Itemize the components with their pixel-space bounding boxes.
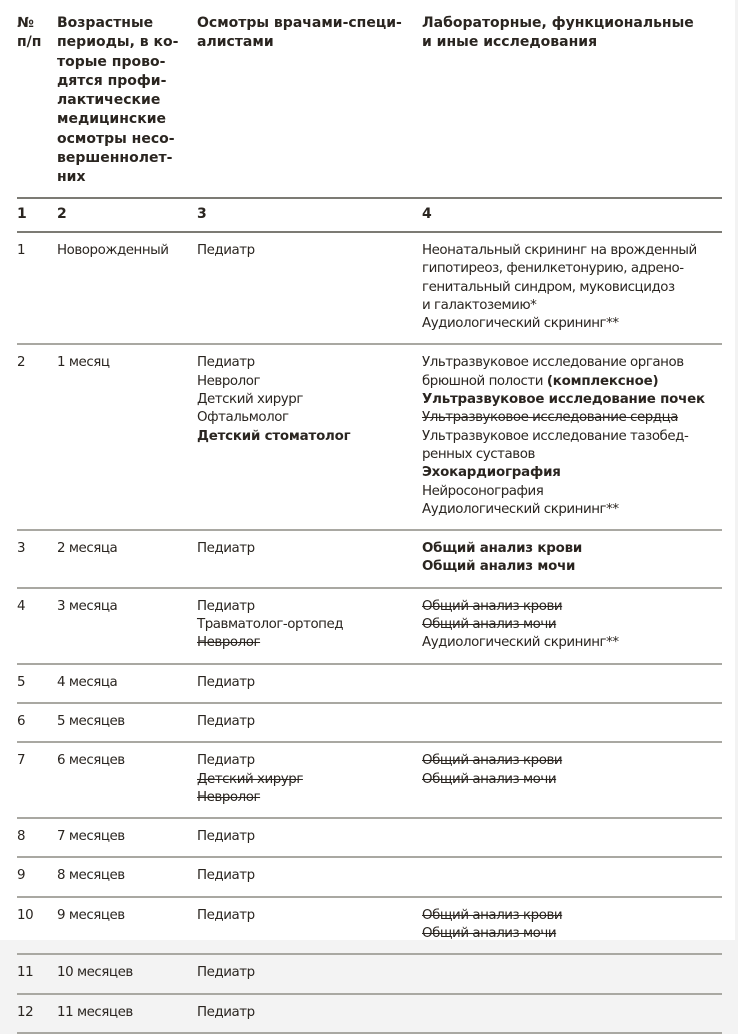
entry-text: брюшной полости — [422, 373, 547, 389]
header-line: алистами — [197, 34, 274, 51]
row-number: 12 — [17, 994, 57, 1033]
struck-entry — [422, 752, 722, 770]
studies-cell — [422, 857, 722, 896]
row-number: 2 — [17, 344, 57, 530]
age-period: 9 месяцев — [57, 897, 197, 955]
entry — [197, 713, 422, 731]
header-line: № — [17, 15, 34, 31]
entry — [197, 428, 422, 446]
entry — [197, 391, 422, 409]
specialists-cell — [197, 588, 422, 664]
studies-cell — [422, 664, 722, 703]
studies-cell — [422, 742, 722, 818]
entry-text: Педиатр — [197, 829, 255, 845]
table-row — [17, 344, 722, 530]
studies-cell — [422, 232, 722, 344]
entry-text: Детский хирург — [197, 392, 303, 408]
header-line: лактические — [57, 92, 161, 109]
header-line: вершеннолет- — [57, 150, 173, 167]
header-line: дятся профи- — [57, 72, 167, 89]
header-specialists — [197, 8, 422, 198]
age-period: 5 месяцев — [57, 703, 197, 742]
entry — [197, 867, 422, 885]
row-number: 7 — [17, 742, 57, 818]
table-row — [17, 703, 722, 742]
header-line: Лабораторные, функциональные — [422, 15, 694, 31]
entry-text: гипотиреоз, фенилкетонурию, адрено- — [422, 261, 684, 277]
entry-text: Эхокардиография — [422, 465, 561, 481]
row-number: 11 — [17, 954, 57, 993]
examination-schedule-table — [17, 8, 722, 1034]
entry-text: Невролог — [197, 789, 261, 805]
entry — [197, 354, 422, 372]
specialists-cell — [197, 530, 422, 588]
specialists-cell — [197, 857, 422, 896]
row-number: 8 — [17, 818, 57, 857]
specialists-cell — [197, 232, 422, 344]
studies-cell — [422, 994, 722, 1033]
entry — [197, 907, 422, 925]
age-period: 4 месяца — [57, 664, 197, 703]
entry — [197, 540, 422, 558]
row-number: 1 — [17, 232, 57, 344]
specialists-cell — [197, 954, 422, 993]
entry — [197, 616, 422, 634]
entry — [197, 752, 422, 770]
table-header-row — [17, 8, 722, 198]
entry-text: Педиатр — [197, 753, 255, 769]
table-row — [17, 664, 722, 703]
entry — [422, 464, 722, 482]
age-period: 1 месяц — [57, 344, 197, 530]
entry — [422, 315, 722, 333]
column-number: 2 — [57, 198, 197, 232]
entry-text: Ультразвуковое исследование тазобед- — [422, 428, 689, 444]
column-number: 3 — [197, 198, 422, 232]
entry-text: Педиатр — [197, 598, 255, 614]
specialists-cell — [197, 897, 422, 955]
age-period: 3 месяца — [57, 588, 197, 664]
row-number: 9 — [17, 857, 57, 896]
entry-text: Педиатр — [197, 868, 255, 884]
age-period: 10 месяцев — [57, 954, 197, 993]
age-period: 7 месяцев — [57, 818, 197, 857]
entry-text: Детский стоматолог — [197, 428, 351, 444]
header-line: них — [57, 169, 86, 186]
header-line: Возрастные — [57, 15, 154, 31]
table-row — [17, 954, 722, 993]
specialists-cell — [197, 818, 422, 857]
studies-cell — [422, 344, 722, 530]
entry-text: Невролог — [197, 635, 261, 651]
entry-text: Детский хирург — [197, 771, 303, 787]
entry — [422, 391, 722, 409]
entry-text: Ультразвуковое исследование сердца — [422, 410, 679, 426]
age-period: Новорожденный — [57, 232, 197, 344]
table-row — [17, 818, 722, 857]
studies-cell — [422, 530, 722, 588]
entry-text: Общий анализ крови — [422, 598, 563, 614]
entry — [197, 242, 422, 260]
entry-text: ренных суставов — [422, 446, 535, 462]
entry — [422, 428, 722, 446]
studies-cell — [422, 818, 722, 857]
table-row — [17, 857, 722, 896]
age-period: 11 месяцев — [57, 994, 197, 1033]
struck-entry — [197, 634, 422, 652]
header-number — [17, 8, 57, 198]
entry — [422, 260, 722, 278]
struck-entry — [422, 616, 722, 634]
entry-text: Педиатр — [197, 674, 255, 690]
entry — [197, 373, 422, 391]
entry-text: Педиатр — [197, 965, 255, 981]
entry-text: Общий анализ крови — [422, 753, 563, 769]
column-number-row — [17, 198, 722, 232]
header-age-period — [57, 8, 197, 198]
entry — [197, 674, 422, 692]
column-number: 4 — [422, 198, 722, 232]
entry — [422, 483, 722, 501]
entry — [422, 354, 722, 372]
entry-text: Педиатр — [197, 355, 255, 371]
entry — [197, 828, 422, 846]
age-period: 2 месяца — [57, 530, 197, 588]
table-body — [17, 232, 722, 1033]
header-line: осмотры несо- — [57, 130, 175, 147]
entry — [422, 373, 722, 391]
entry-text: Невролог — [197, 373, 261, 389]
entry-text: Педиатр — [197, 541, 255, 557]
entry-text: Офтальмолог — [197, 410, 289, 426]
row-number: 5 — [17, 664, 57, 703]
entry — [197, 409, 422, 427]
entry-text: Неонатальный скрининг на врожденный — [422, 242, 697, 258]
entry — [422, 297, 722, 315]
entry-text: Общий анализ крови — [422, 541, 583, 557]
entry-text: Педиатр — [197, 242, 255, 258]
studies-cell — [422, 588, 722, 664]
entry — [422, 279, 722, 297]
entry — [197, 598, 422, 616]
entry-text: Педиатр — [197, 713, 255, 729]
column-number: 1 — [17, 198, 57, 232]
entry-text: Ультразвуковое исследование почек — [422, 392, 705, 408]
specialists-cell — [197, 994, 422, 1033]
table-row — [17, 994, 722, 1033]
entry-text: Общий анализ мочи — [422, 771, 557, 787]
entry — [197, 964, 422, 982]
entry-text: Общий анализ крови — [422, 907, 563, 923]
row-number: 4 — [17, 588, 57, 664]
entry — [422, 558, 722, 576]
entry-text: Травматолог-ортопед — [197, 617, 344, 633]
entry — [197, 1004, 422, 1022]
age-period: 6 месяцев — [57, 742, 197, 818]
row-number: 3 — [17, 530, 57, 588]
table-row — [17, 742, 722, 818]
studies-cell — [422, 954, 722, 993]
entry — [422, 540, 722, 558]
entry-text: Нейросонография — [422, 483, 544, 499]
specialists-cell — [197, 664, 422, 703]
entry-suffix: (комплексное) — [546, 373, 659, 389]
header-line: Осмотры врачами-специ- — [197, 15, 402, 31]
entry-text: Общий анализ мочи — [422, 617, 557, 633]
entry — [422, 634, 722, 652]
header-line: медицинские — [57, 111, 167, 128]
struck-entry — [197, 771, 422, 789]
header-line: торые прово- — [57, 53, 166, 70]
age-period: 8 месяцев — [57, 857, 197, 896]
entry-text: Аудиологический скрининг** — [422, 316, 619, 332]
table-row — [17, 897, 722, 955]
entry-text: Общий анализ мочи — [422, 559, 576, 575]
header-studies — [422, 8, 722, 198]
entry-text: генитальный синдром, муковисцидоз — [422, 279, 675, 295]
entry-text: Педиатр — [197, 1004, 255, 1020]
header-line: и иные исследования — [422, 34, 598, 51]
specialists-cell — [197, 344, 422, 530]
header-line: периоды, в ко- — [57, 34, 179, 51]
entry-text: и галактоземию* — [422, 297, 537, 313]
entry-text: Аудиологический скрининг** — [422, 501, 619, 517]
specialists-cell — [197, 703, 422, 742]
studies-cell — [422, 897, 722, 955]
row-number: 6 — [17, 703, 57, 742]
struck-entry — [422, 598, 722, 616]
struck-entry — [197, 789, 422, 807]
struck-entry — [422, 907, 722, 925]
header-line: п/п — [17, 34, 42, 51]
entry-text: Педиатр — [197, 907, 255, 923]
table-row — [17, 530, 722, 588]
table-row — [17, 232, 722, 344]
entry-text: Аудиологический скрининг** — [422, 635, 619, 651]
table-row — [17, 588, 722, 664]
entry — [422, 242, 722, 260]
entry-text: Общий анализ мочи — [422, 925, 557, 941]
studies-cell — [422, 703, 722, 742]
entry-text: Ультразвуковое исследование органов — [422, 355, 684, 371]
entry — [422, 501, 722, 519]
row-number: 10 — [17, 897, 57, 955]
specialists-cell — [197, 742, 422, 818]
struck-entry — [422, 409, 722, 427]
struck-entry — [422, 925, 722, 943]
entry — [422, 446, 722, 464]
struck-entry — [422, 771, 722, 789]
